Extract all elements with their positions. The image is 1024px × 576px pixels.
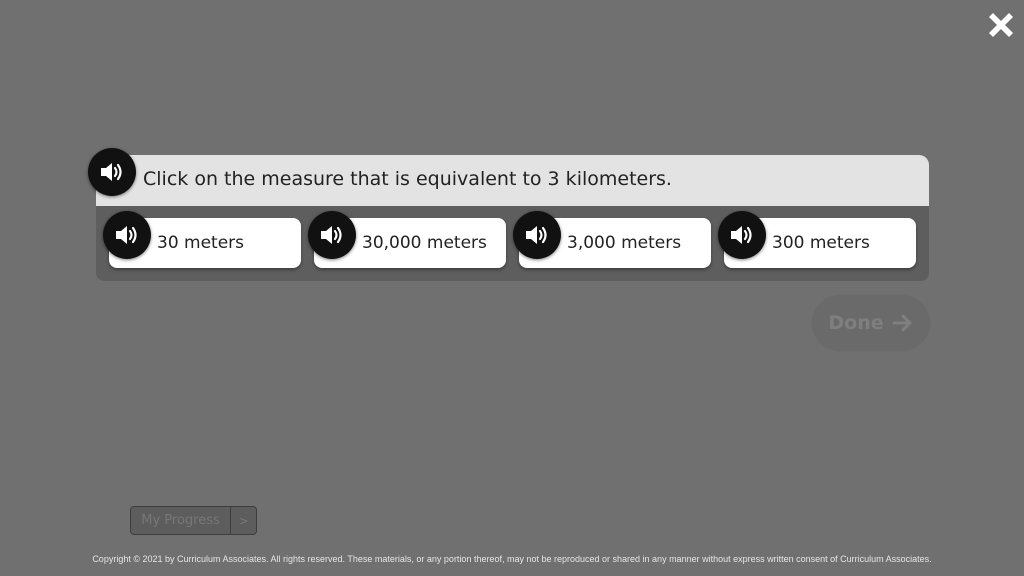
my-progress-arrow: > <box>238 513 249 528</box>
answer-4-audio-button[interactable] <box>718 211 766 259</box>
answer-option-3[interactable] <box>519 218 711 268</box>
answer-option-1[interactable] <box>109 218 301 268</box>
arrow-right-icon <box>892 312 914 334</box>
answer-label: 30 meters <box>157 233 245 253</box>
copyright-footer: Copyright © 2021 by Curriculum Associates. All rights reserved. These materials, or any portion thereof, may not be reproduced or shared in any manner without express written consent of Curriculum Associates. <box>92 554 932 564</box>
speaker-icon <box>728 221 756 249</box>
answer-3-audio-button[interactable] <box>513 211 561 259</box>
my-progress-button[interactable] <box>130 506 257 535</box>
speaker-icon <box>318 221 346 249</box>
done-button[interactable] <box>813 296 929 350</box>
prompt-audio-button[interactable] <box>88 148 136 196</box>
my-progress-label: My Progress <box>131 507 231 534</box>
answer-1-audio-button[interactable] <box>103 211 151 259</box>
answer-label: 30,000 meters <box>362 233 487 253</box>
question-card <box>96 155 929 281</box>
answer-2-audio-button[interactable] <box>308 211 356 259</box>
close-button[interactable] <box>984 8 1018 42</box>
question-prompt: Click on the measure that is equivalent to 3 kilometers. <box>143 168 672 190</box>
answer-label: 3,000 meters <box>567 233 682 253</box>
prompt-bar <box>96 155 929 206</box>
answer-option-4[interactable] <box>724 218 916 268</box>
speaker-icon <box>523 221 551 249</box>
done-button-label: Done <box>828 312 884 334</box>
speaker-icon <box>113 221 141 249</box>
answer-option-2[interactable] <box>314 218 506 268</box>
answer-label: 300 meters <box>772 233 870 253</box>
close-icon <box>984 8 1018 42</box>
speaker-icon <box>98 158 126 186</box>
